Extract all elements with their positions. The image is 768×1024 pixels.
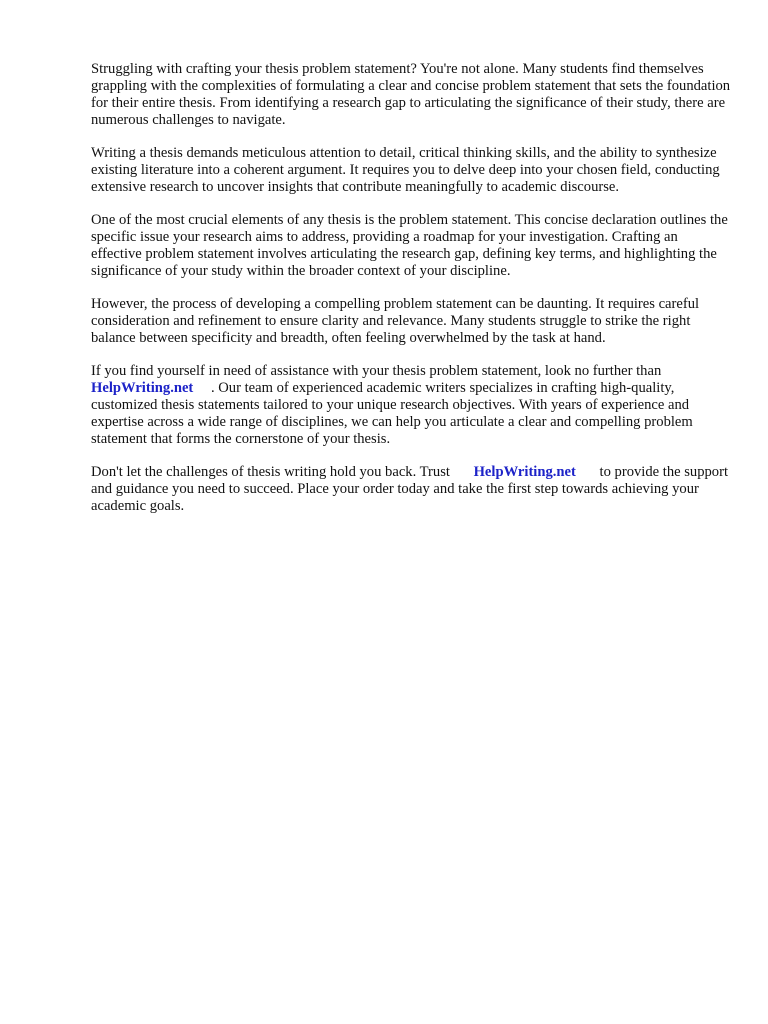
assistance-text-before: If you find yourself in need of assistance with your thesis problem statement, look no further than (91, 363, 662, 379)
closing-text-before: Don't let the challenges of thesis writing hold you back. Trust (91, 464, 450, 480)
closing-text-after: to provide the support and guidance you need to succeed. Place your order today and take the first step towards achieving your academic goals. (91, 464, 729, 514)
paragraph-writing-demands: Writing a thesis demands meticulous attention to detail, critical thinking skills, and the ability to synthesize existing literature into a coherent argument. It requires you to delve deep into your chosen field, conducting extensive research to uncover insights that contribute meaningfully to academic discourse. (91, 145, 720, 195)
paragraph-intro: Struggling with crafting your thesis problem statement? You're not alone. Many students find themselves grappling with the complexities of formulating a clear and concise problem statement that sets the foundation for their entire thesis. From identifying a research gap to articulating the significance of their study, there are numerous challenges to navigate. (91, 61, 731, 128)
helpwriting-link-2[interactable]: HelpWriting.net (473, 464, 576, 480)
paragraph-problem-statement: One of the most crucial elements of any thesis is the problem statement. This concise declaration outlines the specific issue your research aims to address, providing a roadmap for your investigation. Crafting an effective problem statement involves articulating the research gap, defining key terms, and highlighting the significance of your study within the broader context of your discipline. (91, 212, 728, 279)
paragraph-daunting-process: However, the process of developing a compelling problem statement can be daunting. It requires careful consideration and refinement to ensure clarity and relevance. Many students struggle to strike the right balance between specificity and breadth, often feeling overwhelmed by the task at hand. (91, 296, 700, 346)
helpwriting-link[interactable]: HelpWriting.net (91, 380, 194, 396)
document-page (91, 61, 731, 531)
paragraph-closing (91, 464, 731, 515)
paragraph-assistance (91, 363, 731, 448)
assistance-text-after: . Our team of experienced academic writers specializes in crafting high-quality, customized thesis statements tailored to your unique research objectives. With years of experience and expertise across a wide range of disciplines, we can help you articulate a clear and compelling problem statement that forms the cornerstone of your thesis. (91, 380, 693, 447)
